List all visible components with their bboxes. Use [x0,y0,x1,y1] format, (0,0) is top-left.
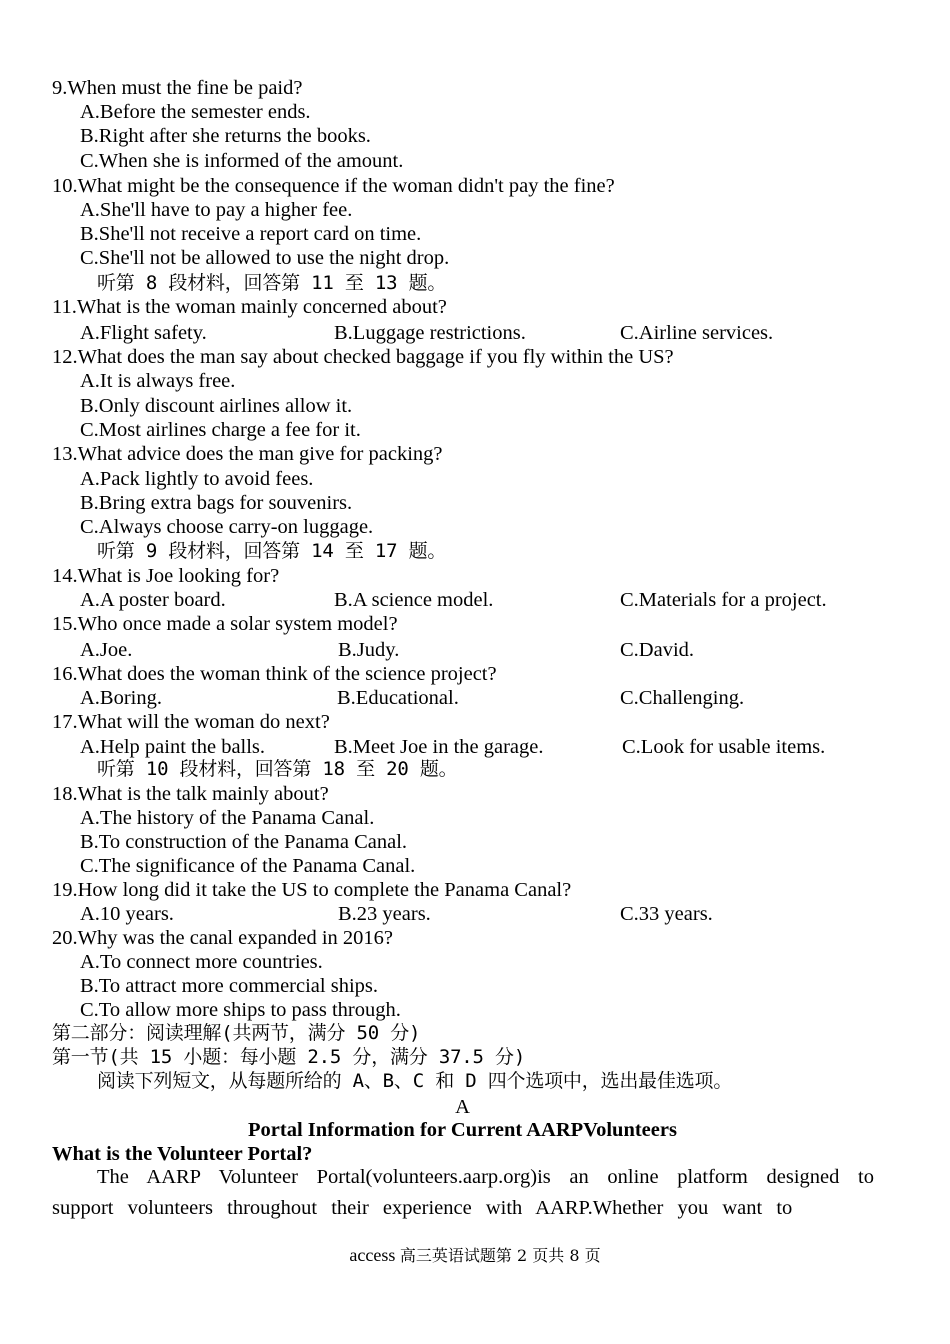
option-18a: A.The history of the Panama Canal. [80,807,375,829]
question-13: 13.What advice does the man give for packing? [52,443,443,465]
passage-paragraph [52,1162,874,1224]
option-10a: A.She'll have to pay a higher fee. [80,199,353,221]
option-12b: B.Only discount airlines allow it. [80,395,353,417]
option-19a: A.10 years. [80,903,174,925]
question-10: 10.What might be the consequence if the woman didn't pay the fine? [52,175,615,197]
option-14b: B.A science model. [334,589,494,611]
listening-header-9: 听第 9 段材料，回答第 14 至 17 题。 [97,540,447,562]
option-17a: A.Help paint the balls. [80,736,266,758]
passage-label: A [455,1096,470,1118]
option-11a: A.Flight safety. [80,322,207,344]
option-16a: A.Boring. [80,687,162,709]
question-16: 16.What does the woman think of the science project? [52,663,497,685]
passage-subtitle: What is the Volunteer Portal? [52,1143,313,1165]
option-10c: C.She'll not be allowed to use the night drop. [80,247,450,269]
option-17b: B.Meet Joe in the garage. [334,736,544,758]
option-15b: B.Judy. [338,639,400,661]
footer-page-info: 高三英语试题第 2 页共 8 页 [399,1246,601,1265]
option-14a: A.A poster board. [80,589,226,611]
option-19c: C.33 years. [620,903,713,925]
option-20c: C.To allow more ships to pass through. [80,999,401,1021]
option-16c: C.Challenging. [620,687,745,709]
option-14c: C.Materials for a project. [620,589,827,611]
option-13b: B.Bring extra bags for souvenirs. [80,492,353,514]
option-20b: B.To attract more commercial ships. [80,975,379,997]
question-20: 20.Why was the canal expanded in 2016? [52,927,393,949]
option-16b: B.Educational. [337,687,459,709]
option-20a: A.To connect more countries. [80,951,323,973]
option-15c: C.David. [620,639,695,661]
option-9b: B.Right after she returns the books. [80,125,371,147]
option-15a: A.Joe. [80,639,133,661]
option-11b: B.Luggage restrictions. [334,322,526,344]
footer-prefix: access [349,1245,396,1265]
question-12: 12.What does the man say about checked baggage if you fly within the US? [52,346,674,368]
passage-title: Portal Information for Current AARPVolunteers [248,1119,677,1141]
option-11c: C.Airline services. [620,322,774,344]
question-19: 19.How long did it take the US to complete the Panama Canal? [52,879,572,901]
reading-instruction: 阅读下列短文，从每题所给的 A、B、C 和 D 四个选项中，选出最佳选项。 [97,1070,733,1092]
option-12c: C.Most airlines charge a fee for it. [80,419,361,441]
section1-title: 第一节(共 15 小题：每小题 2.5 分，满分 37.5 分) [52,1046,526,1068]
listening-header-8: 听第 8 段材料，回答第 11 至 13 题。 [97,272,447,294]
option-19b: B.23 years. [338,903,431,925]
question-14: 14.What is Joe looking for? [52,565,280,587]
option-9a: A.Before the semester ends. [80,101,311,123]
question-15: 15.Who once made a solar system model? [52,613,398,635]
question-18: 18.What is the talk mainly about? [52,783,329,805]
option-18c: C.The significance of the Panama Canal. [80,855,416,877]
option-17c: C.Look for usable items. [622,736,826,758]
option-10b: B.She'll not receive a report card on time. [80,223,422,245]
question-11: 11.What is the woman mainly concerned about? [52,296,447,318]
page-footer [0,1243,950,1266]
question-17: 17.What will the woman do next? [52,711,330,733]
option-12a: A.It is always free. [80,370,236,392]
passage-line-1: The AARP Volunteer Portal(volunteers.aarp.org)is an online platform designed to [97,1166,874,1188]
option-13a: A.Pack lightly to avoid fees. [80,468,314,490]
passage-line-2: support volunteers throughout their experience with AARP.Whether you want to [52,1197,793,1219]
question-9: 9.When must the fine be paid? [52,77,303,99]
listening-header-10: 听第 10 段材料，回答第 18 至 20 题。 [97,758,458,780]
part2-title: 第二部分：阅读理解(共两节，满分 50 分) [52,1022,421,1044]
option-9c: C.When she is informed of the amount. [80,150,404,172]
option-18b: B.To construction of the Panama Canal. [80,831,408,853]
option-13c: C.Always choose carry-on luggage. [80,516,374,538]
